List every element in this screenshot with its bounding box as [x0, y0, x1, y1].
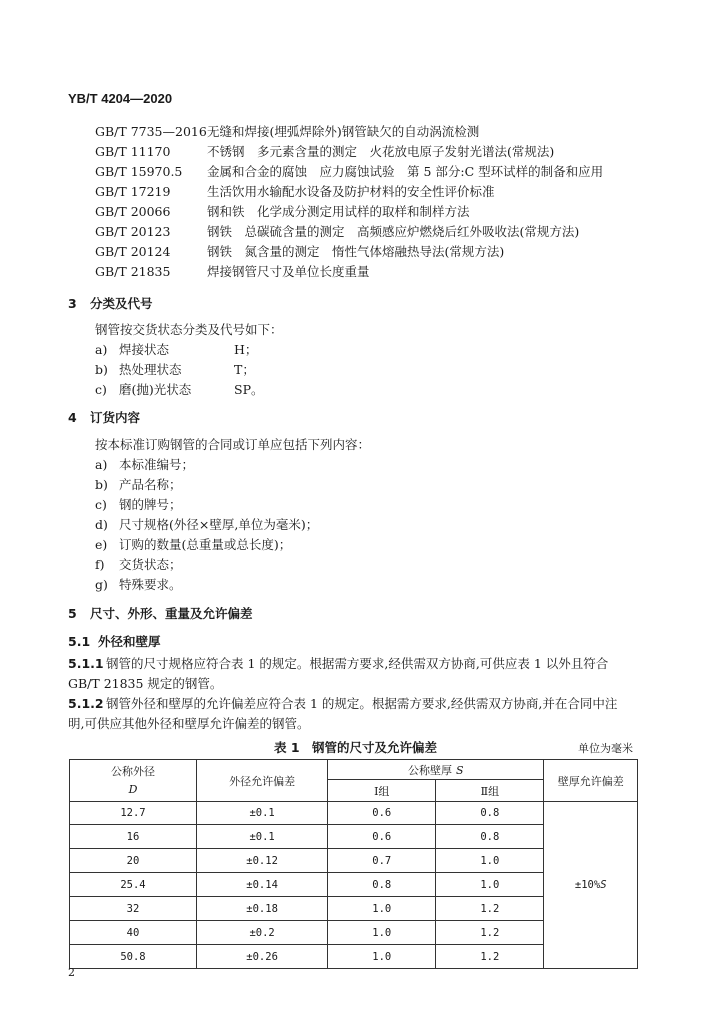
- list-item: g) 特殊要求。: [95, 577, 182, 592]
- clause-5-1-2-cont: 明,可供应其他外径和壁厚允许偏差的钢管。: [68, 716, 310, 731]
- list-item: b) 产品名称；: [95, 477, 182, 492]
- reference-item: [95, 122, 479, 140]
- clause-5-1-2: 5.1.2 钢管外径和壁厚的允许偏差应符合表 1 的规定。根据需方要求,经供需双方协商,并在合同中注: [68, 696, 618, 711]
- list-item: a) 焊接状态 H；: [95, 342, 258, 357]
- reference-title: 金属和合金的腐蚀 应力腐蚀试验 第 5 部分:C 型环试样的制备和应用: [207, 164, 604, 179]
- table-row: 25.4 ±0.14 0.8 1.0: [70, 873, 638, 897]
- section-3-intro: 钢管按交货状态分类及代号如下：: [95, 322, 283, 337]
- section-4-heading: 4 订货内容: [68, 410, 141, 425]
- reference-item: [95, 162, 603, 180]
- reference-code: GB/T 7735—2016: [95, 124, 207, 139]
- header-group-1: Ⅰ组: [328, 780, 436, 802]
- table-unit: 单位为毫米: [578, 742, 633, 755]
- list-item: b) 热处理状态 T；: [95, 362, 255, 377]
- list-item: c) 钢的牌号；: [95, 497, 182, 512]
- reference-code: GB/T 20066: [95, 204, 171, 219]
- list-item: e) 订购的数量(总重量或总长度)；: [95, 537, 292, 552]
- reference-code: GB/T 21835: [95, 264, 171, 279]
- header-group-2: Ⅱ组: [436, 780, 544, 802]
- reference-title: 钢铁 氮含量的测定 惰性气体熔融热导法(常规方法): [207, 244, 505, 259]
- reference-code: GB/T 17219: [95, 184, 171, 199]
- reference-title: 焊接钢管尺寸及单位长度重量: [207, 264, 370, 279]
- table-title: 表 1 钢管的尺寸及允许偏差: [274, 740, 438, 755]
- reference-title: 钢和铁 化学成分测定用试样的取样和制样方法: [207, 204, 470, 219]
- table-row: 40 ±0.2 1.0 1.2: [70, 921, 638, 945]
- wt-tol-value: ±10%S: [544, 802, 638, 969]
- header-od-tol: 外径允许偏差: [197, 760, 328, 802]
- header-od: 公称外径 D: [70, 760, 197, 802]
- reference-title: 钢铁 总碳硫含量的测定 高频感应炉燃烧后红外吸收法(常规方法): [207, 224, 580, 239]
- list-item: a) 本标准编号；: [95, 457, 195, 472]
- reference-item: [95, 222, 579, 240]
- reference-item: [95, 182, 495, 200]
- list-item: d) 尺寸规格(外径×壁厚,单位为毫米)；: [95, 517, 319, 532]
- reference-code: GB/T 15970.5: [95, 164, 183, 179]
- table-row: 20 ±0.12 0.7 1.0: [70, 849, 638, 873]
- table-row: 16 ±0.1 0.6 0.8: [70, 825, 638, 849]
- header-wt-tol: 壁厚允许偏差: [544, 760, 638, 802]
- table-row: 32 ±0.18 1.0 1.2: [70, 897, 638, 921]
- table-row: 12.7 ±0.1 0.6 0.8 ±10%S: [70, 802, 638, 825]
- list-item: c) 磨(抛)光状态 SP。: [95, 382, 264, 397]
- reference-title: 无缝和焊接(埋弧焊除外)钢管缺欠的自动涡流检测: [207, 124, 480, 139]
- header-wt: 公称壁厚 S: [328, 760, 544, 780]
- reference-code: GB/T 11170: [95, 144, 171, 159]
- section-3-heading: 3 分类及代号: [68, 296, 153, 311]
- reference-code: GB/T 20124: [95, 244, 171, 259]
- section-4-intro: 按本标准订购钢管的合同或订单应包括下列内容：: [95, 437, 371, 452]
- reference-title: 生活饮用水输配水设备及防护材料的安全性评价标准: [207, 184, 495, 199]
- page-number: 2: [68, 966, 75, 979]
- document-code: YB/T 4204—2020: [68, 91, 173, 106]
- reference-item: [95, 262, 370, 280]
- reference-code: GB/T 20123: [95, 224, 171, 239]
- clause-5-1-1: 5.1.1 钢管的尺寸规格应符合表 1 的规定。根据需方要求,经供需双方协商,可供应表 1 以外且符合: [68, 656, 609, 671]
- dimension-table: [69, 759, 638, 969]
- reference-title: 不锈钢 多元素含量的测定 火花放电原子发射光谱法(常规法): [207, 144, 555, 159]
- section-5-heading: 5 尺寸、外形、重量及允许偏差: [68, 606, 253, 621]
- reference-item: [95, 242, 504, 260]
- reference-item: [95, 142, 554, 160]
- table-row: 50.8 ±0.26 1.0 1.2: [70, 945, 638, 969]
- clause-5-1-1-cont: GB/T 21835 规定的钢管。: [68, 676, 223, 691]
- subsection-5-1-heading: 5.1 外径和壁厚: [68, 634, 161, 649]
- reference-item: [95, 202, 470, 220]
- list-item: f) 交货状态；: [95, 557, 182, 572]
